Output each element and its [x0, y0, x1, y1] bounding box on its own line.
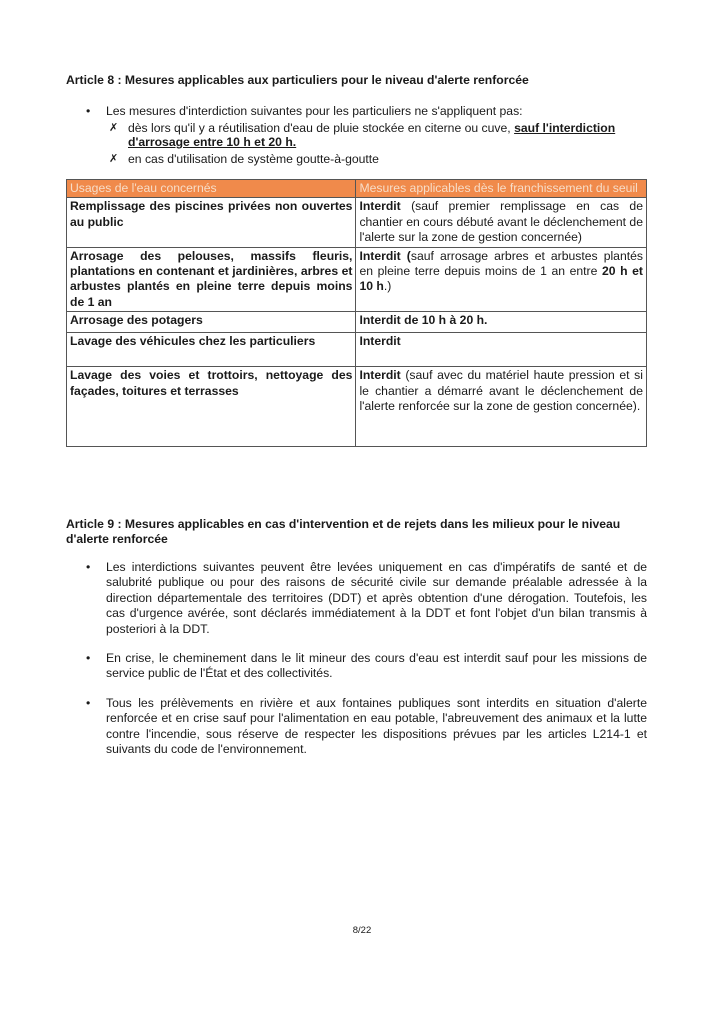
table-header-measure: Mesures applicables dès le franchissement du seuil [356, 180, 647, 198]
table-row [67, 198, 647, 247]
paragraph-text: En crise, le cheminement dans le lit mineur des cours d'eau est interdit sauf pour les missions de service public de l'État et des collectivités. [106, 651, 647, 681]
bullet-icon: • [86, 560, 91, 574]
table-row [67, 312, 647, 333]
table-cell-measure: Interdit de 10 h à 20 h. [356, 312, 647, 333]
cross-mark-icon: ✗ [109, 121, 119, 134]
list-item [66, 560, 647, 637]
article-8-heading: Article 8 : Mesures applicables aux particuliers pour le niveau d'alerte renforcée [66, 73, 529, 87]
table-header-row [67, 180, 647, 198]
measures-table [66, 179, 647, 447]
bullet-icon: • [86, 651, 91, 666]
table-cell-usage: Lavage des véhicules chez les particuliers [67, 333, 356, 367]
table-cell-usage: Lavage des voies et trottoirs, nettoyage des façades, toitures et terrasses [67, 367, 356, 447]
list-item [66, 651, 647, 682]
table-cell-measure: Interdit [356, 333, 647, 367]
paragraph-text: Les interdictions suivantes peuvent être levées uniquement en cas d'impératifs de santé et de salubrité publique ou pour des raisons de sécurité civile sur demande préalable adressée à la direction départementale des territoires (DDT) et après obtention d'une dérogation. Toutefois, les cas d'urgence avérée, sont déclarés immédiatement à la DDT et font l'objet d'un bilan transmis à posteriori à la DDT. [106, 560, 647, 636]
table-cell-usage: Remplissage des piscines privées non ouvertes au public [67, 198, 356, 247]
exception-text-2: en cas d'utilisation de système goutte-à-goutte [128, 151, 379, 166]
table-cell-measure: Interdit (sauf arrosage arbres et arbustes plantés en pleine terre depuis moins de 1 an entre 20 h et 10 h.) [356, 247, 647, 312]
table-row [67, 367, 647, 447]
intro-text: Les mesures d'interdiction suivantes pour les particuliers ne s'appliquent pas: [106, 104, 523, 118]
cross-mark-icon: ✗ [109, 152, 119, 165]
exception-text-1-emphasis: sauf l'interdiction d'arrosage entre 10 h et 20 h. [128, 120, 616, 150]
bullet-icon: • [86, 104, 91, 118]
sub-list-item [66, 121, 648, 150]
table-header-usage: Usages de l'eau concernés [67, 180, 356, 198]
table-cell-measure: Interdit (sauf premier remplissage en cas de chantier en cours débuté avant le déclenchement de l'alerte sur la zone de gestion concernée) [356, 198, 647, 247]
table-row [67, 247, 647, 312]
sub-list-item [66, 152, 648, 167]
table-cell-usage: Arrosage des pelouses, massifs fleuris, plantations en contenant et jardinières, arbres et arbustes plantés en pleine terre depuis moins de 1 an [67, 247, 356, 312]
article-8-bullets [66, 104, 648, 166]
paragraph-text: Tous les prélèvements en rivière et aux fontaines publiques sont interdits en situation d'alerte renforcée et en crise sauf pour l'alimentation en eau potable, l'abreuvement des animaux et la lutte contre l'incendie, sous réserve de respecter les dispositions prévues par les articles L214-1 et suivants du code de l'environnement. [106, 695, 647, 757]
table-cell-usage: Arrosage des potagers [67, 312, 356, 333]
exception-text-1: dès lors qu'il y a réutilisation d'eau de pluie stockée en citerne ou cuve, [128, 120, 515, 135]
table-row [67, 333, 647, 367]
page-number: 8/22 [352, 925, 372, 936]
bullet-icon: • [86, 695, 91, 710]
article-9-heading: Article 9 : Mesures applicables en cas d'intervention et de rejets dans les milieux pour le niveau d'alerte renforcée [66, 517, 621, 546]
list-item [66, 696, 647, 758]
table-cell-measure: Interdit (sauf avec du matériel haute pression et si le chantier a démarré avant le déclenchement de l'alerte renforcée sur la zone de gestion concernée). [356, 367, 647, 447]
article-9-bullets [66, 560, 647, 771]
list-item [66, 104, 648, 119]
